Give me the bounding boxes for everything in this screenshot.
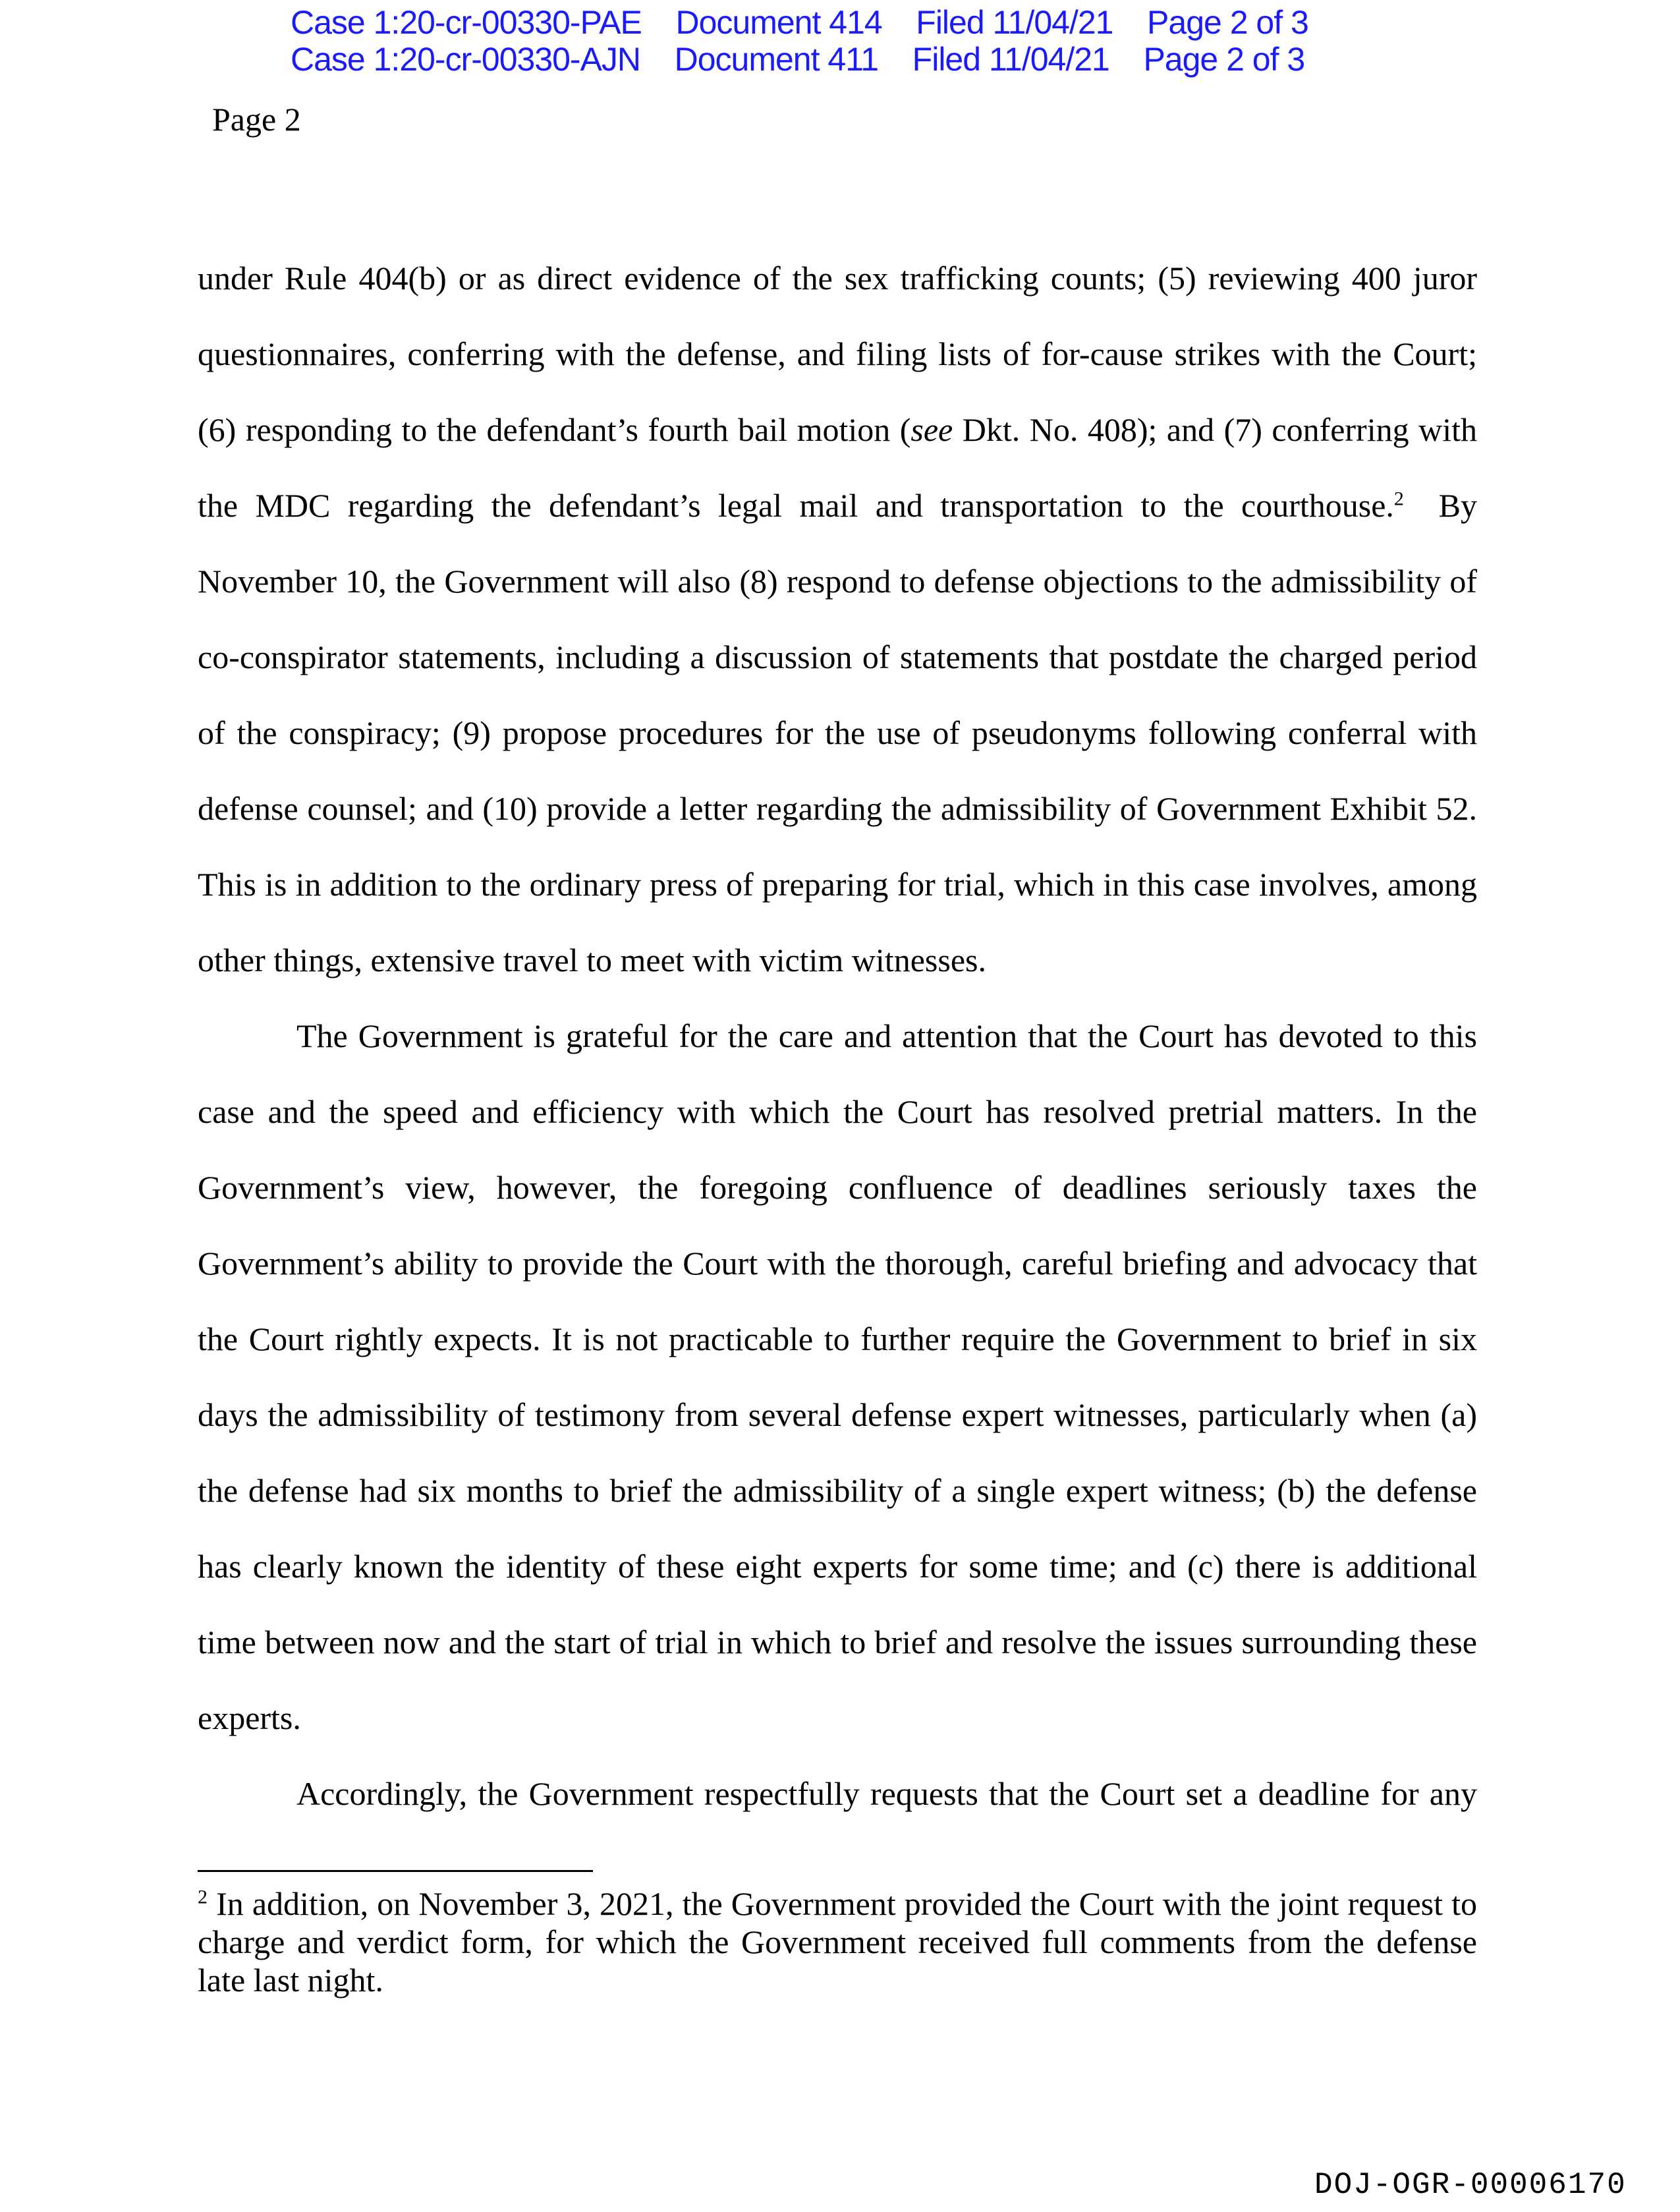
ecf-stamp-overlay-line [291, 41, 1411, 78]
ecf-header-stamp [291, 4, 1411, 78]
ecf-stamp-line [291, 4, 1411, 41]
paragraph-3: Accordingly, the Government respectfully requests that the Court set a deadline for any [296, 1775, 1477, 1812]
footnote-separator [198, 1870, 593, 1872]
paragraph-text: Dkt. No. 408); and (7) conferring with the MDC regarding the defendant’s legal mail and transportation to the courthouse. [198, 411, 1477, 524]
stamp-filed: Filed 11/04/21 [916, 4, 1113, 41]
footnote-number: 2 [198, 1886, 208, 1908]
paragraph-2: The Government is grateful for the care and attention that the Court has devoted to this case and the speed and efficiency with which the Court has resolved pretrial matters. In the Government’s view, however, the foregoing confluence of deadlines seriously taxes the Government’s ability to provide the Court with the thorough, careful briefing and advocacy that the Court rightly expects. It is not practicable to further require the Government to brief in six days the admissibility of testimony from several defense expert witnesses, particularly when (a) the defense had six months to brief the admissibility of a single expert witness; (b) the defense has clearly known the identity of these eight experts for some time; and (c) there is additional time between now and the start of trial in which to brief and resolve the issues surrounding these experts. [198, 1017, 1477, 1736]
page-label: Page 2 [212, 101, 301, 138]
bates-number: DOJ-OGR-00006170 [1314, 2168, 1627, 2202]
stamp-document-overlay: Document 411 [674, 41, 879, 78]
letter-body [198, 241, 1494, 1832]
footnote-reference[interactable]: 2 [1393, 488, 1404, 510]
footnote [198, 1885, 1477, 1999]
paragraph-text: By November 10, the Government will also (8) respond to defense objections to the admissibility of co-conspirator statements, including a discussion of statements that postdate the charged period of the conspiracy; (9) propose procedures for the use of pseudonyms following conferral with defense counsel; and (10) provide a letter regarding the admissibility of Government Exhibit 52. This is in addition to the ordinary press of preparing for trial, which in this case involves, among other things, extensive travel to meet with victim witnesses. [198, 487, 1494, 978]
stamp-case: Case 1:20-cr-00330-PAE [291, 4, 642, 41]
paragraph-text: under Rule 404(b) or as direct evidence of the sex trafficking counts; (5) reviewing 400 juror questionnaires, conferring with the defense, and filing lists of for-cause strikes with the Court; (6) responding to the defendant’s fourth bail motion ( [198, 260, 1477, 448]
stamp-filed-overlay: Filed 11/04/21 [912, 41, 1109, 78]
stamp-page-overlay: Page 2 of 3 [1143, 41, 1305, 78]
stamp-document: Document 414 [675, 4, 882, 41]
stamp-page: Page 2 of 3 [1147, 4, 1308, 41]
italic-signal: see [910, 411, 953, 448]
stamp-case-overlay: Case 1:20-cr-00330-AJN [291, 41, 641, 78]
paragraph-1 [198, 241, 1494, 998]
footnote-text: In addition, on November 3, 2021, the Government provided the Court with the joint request to charge and verdict form, for which the Government received full comments from the defense late last night. [198, 1885, 1477, 1999]
